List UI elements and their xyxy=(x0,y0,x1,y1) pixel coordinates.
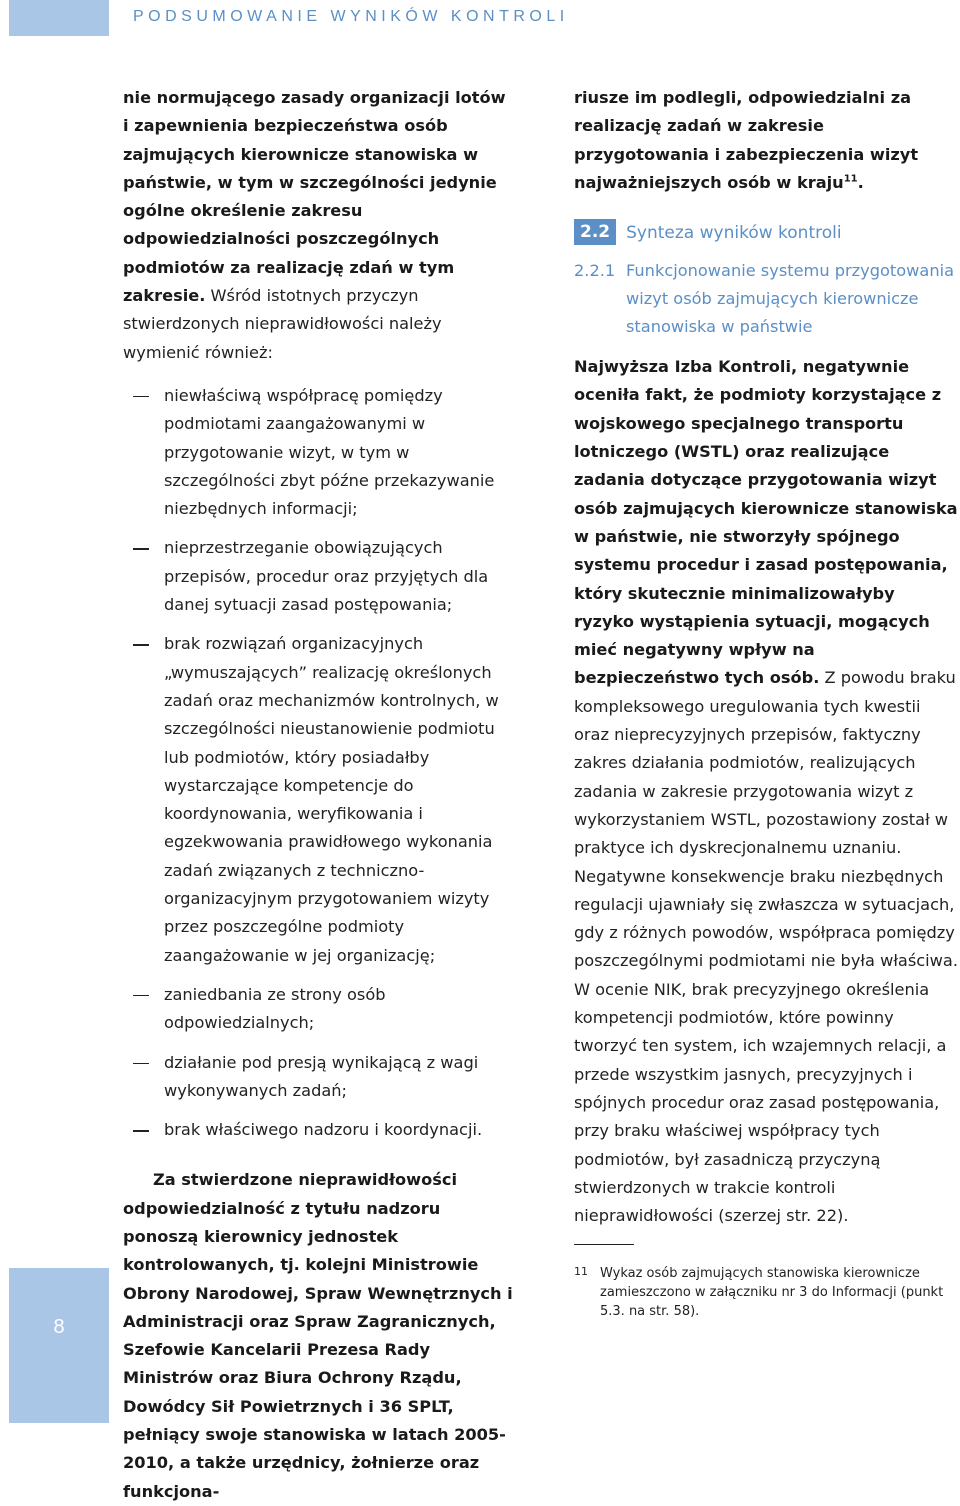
footnote-divider xyxy=(574,1244,634,1245)
intro-bold-text: nie normującego zasady organizacji lotów i zapewnienia bezpieczeństwa osób zajmujących kierownicze stanowiska w państwie, w tym w szczególności jedynie ogólne określenie zakresu odpowiedzialności poszczególnych podmiotów za realizację zdań w tym zakresie. xyxy=(123,88,506,306)
finding-paragraph xyxy=(574,353,960,1230)
list-item: niewłaściwą współpracę pomiędzy podmiotami zaangażowanymi w przygotowanie wizyt, w tym w szczególności zbyt późne przekazywanie niezbędnych informacji; xyxy=(123,382,513,523)
section-title: Synteza wyników kontroli xyxy=(626,223,842,244)
footnote-reference[interactable]: 11 xyxy=(843,173,858,185)
intro-paragraph xyxy=(123,84,513,367)
footnote-text: Wykaz osób zajmujących stanowiska kierownicze zamieszczono w załączniku nr 3 do Informacji (punkt 5.3. na str. 58). xyxy=(600,1266,944,1319)
list-item: zaniedbania ze strony osób odpowiedzialnych; xyxy=(123,981,513,1038)
page-header xyxy=(0,0,960,36)
page-number: 8 xyxy=(53,1316,65,1338)
intro-regular-text: Wśród istotnych przyczyn stwierdzonych nieprawidłowości należy wymienić również: xyxy=(123,286,442,362)
responsibility-paragraph: Za stwierdzone nieprawidłowości odpowiedzialność z tytułu nadzoru ponoszą kierownicy jednostek kontrolowanych, tj. kolejni Ministrowie Obrony Narodowej, Spraw Wewnętrznych i Administracji oraz Spraw Zagranicznych, Szefowie Kancelarii Prezesa Rady Ministrów oraz Biura Ochrony Rządu, Dowódcy Sił Powietrznych i 36 SPLT, pełniący swoje stanowiska w latach 2005-2010, a także urzędnicy, żołnierze oraz funkcjona- xyxy=(123,1170,513,1501)
causes-list xyxy=(123,382,513,1144)
list-item: działanie pod presją wynikającą z wagi wykonywanych zadań; xyxy=(123,1049,513,1106)
continuation-paragraph xyxy=(574,84,960,197)
continuation-end: . xyxy=(857,172,864,192)
subsection-title: Funkcjonowanie systemu przygotowania wizyt osób zajmujących kierownicze stanowiska w państwie xyxy=(626,261,955,337)
finding-bold-text: Najwyższa Izba Kontroli, negatywnie oceniła fakt, że podmioty korzystające z wojskowego specjalnego transportu lotniczego (WSTL) oraz realizujące zadania dotyczące przygotowania wizyt osób zajmujących kierownicze stanowiska w państwie, nie stworzyły spójnego systemu procedur i zasad postępowania, który skutecznie minimalizowałyby ryzyko wystąpienia sytuacji, mogących mieć negatywny wpływ na bezpieczeństwo tych osób. xyxy=(574,357,958,688)
continuation-text: riusze im podlegli, odpowiedzialni za realizację zadań w zakresie przygotowania i zabezpieczenia wizyt najważniejszych osób w kraju xyxy=(574,88,919,192)
footnote xyxy=(574,1264,960,1321)
footnote-number: 11 xyxy=(574,1265,588,1278)
list-item: brak rozwiązań organizacyjnych „wymuszających” realizację określonych zadań oraz mechanizmów kontrolnych, w szczególności nieustanowienie podmiotu lub podmiotów, który posiadałby wystarczające kompetencje do koordynowania, weryfikowania i egzekwowania prawidłowego wykonania zadań związanych z techniczno-organizacyjnym przygotowaniem wizyty przez poszczególne podmioty zaangażowanie w jej organizację; xyxy=(123,630,513,970)
left-column xyxy=(123,84,513,1506)
list-item: brak właściwego nadzoru i koordynacji. xyxy=(123,1116,513,1144)
section-number: 2.2 xyxy=(574,219,616,245)
right-column xyxy=(574,84,960,1230)
subsection-heading xyxy=(574,257,960,341)
list-item: nieprzestrzeganie obowiązujących przepisów, procedur oraz przyjętych dla danej sytuacji zasad postępowania; xyxy=(123,534,513,619)
header-title: PODSUMOWANIE WYNIKÓW KONTROLI xyxy=(133,8,569,25)
finding-regular-text: Z powodu braku kompleksowego uregulowania tych kwestii oraz nieprecyzyjnych przepisów, faktyczny zakres działania podmiotów, realizujących zadania w zakresie przygotowania wizyt z wykorzystaniem WSTL, pozostawiony został w praktyce ich dyskrecjonalnemu uznaniu. Negatywne konsekwencje braku niezbędnych regulacji ujawniały się zwłaszcza w sytuacjach, gdy z różnych powodów, współpraca pomiędzy poszczególnymi podmiotami nie była właściwa. W ocenie NIK, brak precyzyjnego określenia kompetencji podmiotów, które powinny tworzyć ten system, ich wzajemnych relacji, a przede wszystkim jasnych, precyzyjnych i spójnych procedur oraz zasad postępowania, przy braku właściwej współpracy tych podmiotów, był zasadniczą przyczyną stwierdzonych w trakcie kontroli nieprawidłowości (szerzej str. 22). xyxy=(574,668,958,1226)
header-color-block xyxy=(9,0,109,36)
section-heading xyxy=(574,219,960,247)
subsection-number: 2.2.1 xyxy=(574,261,616,281)
page-number-tab xyxy=(9,1268,109,1423)
